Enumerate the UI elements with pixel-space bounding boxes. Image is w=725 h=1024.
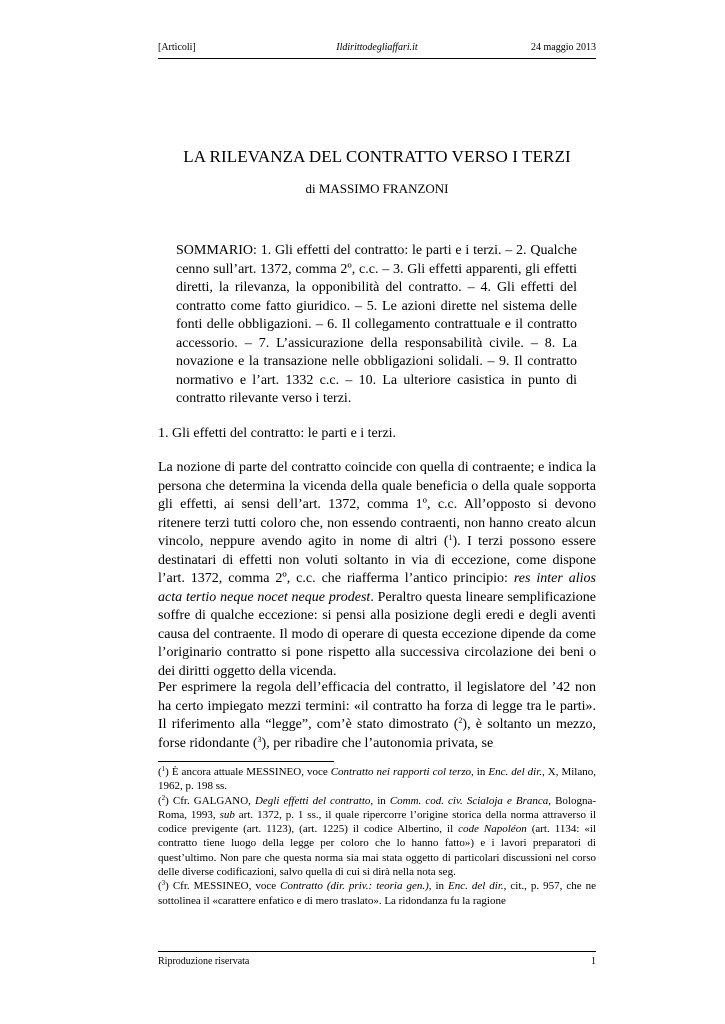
footnote-1: ($^1$) È ancora attuale MESSINEO, voce Contratto nei rapporti col terzo, in Enc. del dir., X, Milano, 1962, p. 198 ss. [158,765,596,793]
footnote-2: ($^2$) Cfr. GALGANO, Degli effetti del contratto, in Comm. cod. civ. Scialoja e Branca, Bologna-Roma, 1993, sub art. 1372, p. 1 ss., il quale ripercorre l’origine storica della norma attraverso il codice previgente (art. 1123), (art. 1225) il codice Albertino, il code Napoléon (art. 1134: «il contratto tiene luogo della legge per coloro che lo hanno fatto») e i lavori preparatori di quest’ultimo. Non pare che questa norma sia mai stata oggetto di particolari discussioni nel corso delle diverse codificazioni, salvo quella di cui si dirà nella nota seg. [158,793,597,879]
paragraph-1: La nozione di parte del contratto coincide con quella di contraente; e indica la persona che determina la vicenda della quale beneficia o della quale sopporta gli effetti, ai sensi dell’art. 1372, comma 1º, c.c. All’opposto si devono ritenere terzi tutti coloro che, non essendo contraenti, non hanno creato alcun vincolo, neppure avendo agito in nome di altri ($^1$). I terzi possono essere destinatari di effetti non voluti soltanto in via di eccezione, come dispone l’art. 1372, comma 2º, c.c. che riafferma l’antico principio: res inter alios acta tertio neque nocet neque prodest. Peraltro questa lineare semplificazione soffre di qualche eccezione: si pensi alla posizione degli eredi e degli aventi causa del contraente. Il modo di operare di questa eccezione dipende da come l’originario contratto si pone rispetto alla successiva circolazione dei beni o dei diritti oggetto della vicenda. [158,460,597,679]
footnote-ref-3[interactable]: 3 [257,734,262,744]
footnote-ref-2[interactable]: 2 [458,716,463,725]
footnote-3: ($^3$) Cfr. MESSINEO, voce Contratto (dir. priv.: teoria gen.), in Enc. del dir., cit., p. 957, che ne sottolinea il «carattere enfatico e di mero traslato». La ridondanza fu la ragione [158,879,596,907]
paragraph-2: Per esprimere la regola dell’efficacia del contratto, il legislatore del ’42 non ha certo impiegato mezzi termini: «il contratto ha forza di legge tra le parti». Il riferimento alla “legge”, com’è stato dimostrato ($^2$), è soltanto un mezzo, forse ridondante ($^3$), per ribadire che l’autonomia privata, se [158,680,596,751]
article-author: di MASSIMO FRANZONI [305,181,449,196]
section-heading: 1. Gli effetti del contratto: le parti e i terzi. [158,426,397,441]
summary-block [176,242,577,409]
header-section-label: [Articoli] [158,42,196,53]
summary-text: : 1. Gli effetti del contratto: le parti e i terzi. – 2. Qualche cenno sull’art. 1372, comma 2º, c.c. – 3. Gli effetti apparenti, gli effetti diretti, la rilevanza, la opponibilità del contratto. – 4. Gli effetti del contratto come fatto giuridico. – 5. Le azioni dirette nel sistema delle fonti delle obbligazioni. – 6. Il collegamento contrattuale e il contratto accessorio. – 7. L’assicurazione della responsabilità civile. – 8. La novazione e la transazione nelle obbligazioni solidali. – 9. Il contratto normativo e l’art. 1332 c.c. – 10. La ulteriore casistica in punto di contratto rilevante verso i terzi. [176,243,577,406]
article-title: LA RILEVANZA DEL CONTRATTO VERSO I TERZI [183,147,571,166]
footnotes [158,765,596,908]
footer-copyright: Riproduzione riservata [158,956,250,967]
footnote-ref-1[interactable]: 1 [448,533,453,542]
header-site-name: Ildirittodegliaffari.it [336,42,418,53]
page-footer [158,951,596,968]
header-date: 24 maggio 2013 [531,42,596,53]
footnote-divider [158,761,334,762]
page-number: 1 [591,956,596,967]
summary-label: SOMMARIO [176,243,254,258]
page-header [158,40,596,59]
latin-maxim: res inter alios acta tertio neque nocet neque prodest [158,571,596,605]
